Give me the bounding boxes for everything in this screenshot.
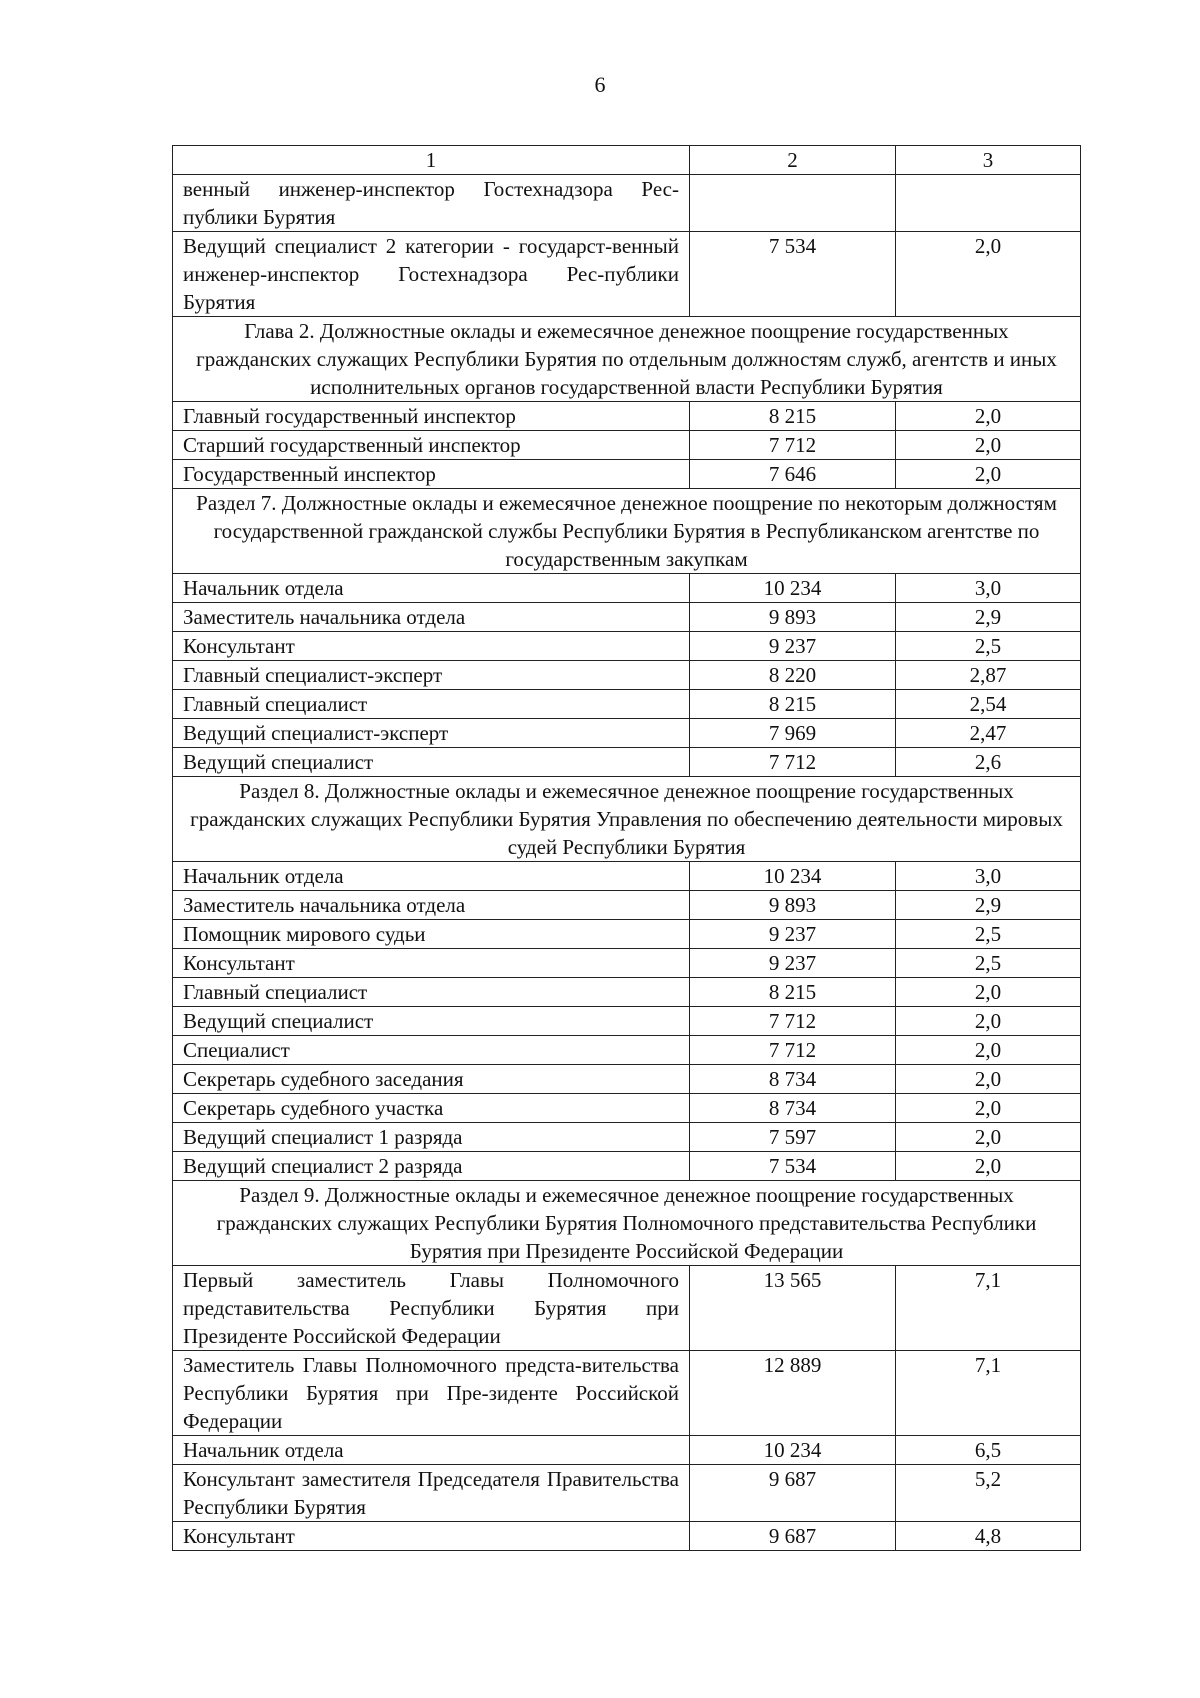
position-name: Старший государственный инспектор	[173, 431, 690, 460]
column-header-2: 2	[690, 146, 896, 175]
position-name: Ведущий специалист 1 разряда	[173, 1123, 690, 1152]
bonus-coefficient: 3,0	[896, 574, 1081, 603]
position-name: Консультант	[173, 1522, 690, 1551]
salary-value: 9 237	[690, 632, 896, 661]
section-heading-row	[173, 777, 1081, 862]
salary-value: 8 220	[690, 661, 896, 690]
bonus-coefficient: 2,0	[896, 978, 1081, 1007]
bonus-coefficient: 2,0	[896, 1065, 1081, 1094]
position-name: Государственный инспектор	[173, 460, 690, 489]
table-row	[173, 661, 1081, 690]
salary-value: 7 712	[690, 431, 896, 460]
section-heading-row	[173, 1181, 1081, 1266]
table-row	[173, 748, 1081, 777]
salary-value: 7 534	[690, 232, 896, 317]
table-row	[173, 719, 1081, 748]
column-header-1: 1	[173, 146, 690, 175]
salary-value: 7 712	[690, 748, 896, 777]
table-header-row	[173, 146, 1081, 175]
page-number: 6	[594, 72, 606, 97]
section-heading-row	[173, 317, 1081, 402]
bonus-coefficient: 7,1	[896, 1351, 1081, 1436]
table-row	[173, 920, 1081, 949]
salary-value: 9 893	[690, 891, 896, 920]
salary-value: 9 237	[690, 920, 896, 949]
salary-value: 10 234	[690, 574, 896, 603]
bonus-coefficient: 2,0	[896, 460, 1081, 489]
salary-value: 9 687	[690, 1522, 896, 1551]
position-name: Помощник мирового судьи	[173, 920, 690, 949]
salary-value: 7 646	[690, 460, 896, 489]
bonus-coefficient: 5,2	[896, 1465, 1081, 1522]
table-row	[173, 1007, 1081, 1036]
table-row	[173, 978, 1081, 1007]
bonus-coefficient: 2,0	[896, 1007, 1081, 1036]
position-name: Ведущий специалист 2 разряда	[173, 1152, 690, 1181]
position-name: венный инженер-инспектор Гостехнадзора Рес-публики Бурятия	[173, 175, 690, 232]
salary-value	[690, 175, 896, 232]
position-name: Секретарь судебного участка	[173, 1094, 690, 1123]
salary-value: 7 597	[690, 1123, 896, 1152]
salary-value: 10 234	[690, 1436, 896, 1465]
section-heading: Раздел 9. Должностные оклады и ежемесячное денежное поощрение государственных гражданских служащих Республики Бурятия Полномочного представительства Республики Бурятия при Президенте Российской Федерации	[173, 1181, 1081, 1266]
position-name: Ведущий специалист	[173, 748, 690, 777]
position-name: Консультант	[173, 632, 690, 661]
salary-table	[172, 145, 1081, 1551]
table-row	[173, 1465, 1081, 1522]
position-name: Консультант	[173, 949, 690, 978]
table-row	[173, 402, 1081, 431]
salary-value: 9 687	[690, 1465, 896, 1522]
bonus-coefficient: 7,1	[896, 1266, 1081, 1351]
table-row	[173, 431, 1081, 460]
table-row	[173, 690, 1081, 719]
salary-value: 12 889	[690, 1351, 896, 1436]
bonus-coefficient: 2,0	[896, 402, 1081, 431]
position-name: Заместитель начальника отдела	[173, 603, 690, 632]
bonus-coefficient: 2,5	[896, 632, 1081, 661]
position-name: Ведущий специалист-эксперт	[173, 719, 690, 748]
position-name: Главный специалист	[173, 978, 690, 1007]
table-row	[173, 1436, 1081, 1465]
table-row	[173, 1522, 1081, 1551]
salary-value: 8 215	[690, 978, 896, 1007]
table-row	[173, 1065, 1081, 1094]
salary-value: 8 734	[690, 1094, 896, 1123]
salary-value: 7 969	[690, 719, 896, 748]
table-row	[173, 1152, 1081, 1181]
bonus-coefficient: 2,9	[896, 891, 1081, 920]
bonus-coefficient: 2,9	[896, 603, 1081, 632]
position-name: Начальник отдела	[173, 862, 690, 891]
table-row	[173, 862, 1081, 891]
section-heading: Раздел 8. Должностные оклады и ежемесячное денежное поощрение государственных гражданских служащих Республики Бурятия Управления по обеспечению деятельности мировых судей Республики Бурятия	[173, 777, 1081, 862]
bonus-coefficient: 2,47	[896, 719, 1081, 748]
salary-value: 8 215	[690, 402, 896, 431]
bonus-coefficient: 2,0	[896, 1123, 1081, 1152]
salary-value: 9 237	[690, 949, 896, 978]
position-name: Начальник отдела	[173, 574, 690, 603]
table-row	[173, 460, 1081, 489]
table-row	[173, 1266, 1081, 1351]
table-row	[173, 1094, 1081, 1123]
position-name: Начальник отдела	[173, 1436, 690, 1465]
salary-value: 7 712	[690, 1007, 896, 1036]
bonus-coefficient: 2,0	[896, 1036, 1081, 1065]
bonus-coefficient: 2,6	[896, 748, 1081, 777]
salary-value: 9 893	[690, 603, 896, 632]
salary-value: 8 215	[690, 690, 896, 719]
table-row	[173, 175, 1081, 232]
table-row	[173, 603, 1081, 632]
position-name: Заместитель Главы Полномочного предста-вительства Республики Бурятия при Пре-зиденте Российской Федерации	[173, 1351, 690, 1436]
bonus-coefficient: 2,0	[896, 1094, 1081, 1123]
position-name: Ведущий специалист	[173, 1007, 690, 1036]
table-row	[173, 949, 1081, 978]
salary-value: 8 734	[690, 1065, 896, 1094]
position-name: Секретарь судебного заседания	[173, 1065, 690, 1094]
position-name: Заместитель начальника отдела	[173, 891, 690, 920]
bonus-coefficient: 2,54	[896, 690, 1081, 719]
bonus-coefficient: 2,0	[896, 1152, 1081, 1181]
bonus-coefficient: 2,0	[896, 431, 1081, 460]
position-name: Ведущий специалист 2 категории - государст-венный инженер-инспектор Гостехнадзора Рес-публики Бурятия	[173, 232, 690, 317]
section-heading: Раздел 7. Должностные оклады и ежемесячное денежное поощрение по некоторым должностям государственной гражданской службы Республики Бурятия в Республиканском агентстве по государственным закупкам	[173, 489, 1081, 574]
table-row	[173, 1123, 1081, 1152]
salary-value: 10 234	[690, 862, 896, 891]
table-row	[173, 1036, 1081, 1065]
salary-value: 7 712	[690, 1036, 896, 1065]
position-name: Главный специалист	[173, 690, 690, 719]
table-row	[173, 632, 1081, 661]
position-name: Консультант заместителя Председателя Правительства Республики Бурятия	[173, 1465, 690, 1522]
bonus-coefficient: 2,5	[896, 949, 1081, 978]
position-name: Специалист	[173, 1036, 690, 1065]
salary-value: 7 534	[690, 1152, 896, 1181]
bonus-coefficient: 2,0	[896, 232, 1081, 317]
salary-value: 13 565	[690, 1266, 896, 1351]
table-row	[173, 232, 1081, 317]
table-row	[173, 891, 1081, 920]
bonus-coefficient: 2,5	[896, 920, 1081, 949]
column-header-3: 3	[896, 146, 1081, 175]
position-name: Главный специалист-эксперт	[173, 661, 690, 690]
bonus-coefficient	[896, 175, 1081, 232]
table-row	[173, 574, 1081, 603]
position-name: Главный государственный инспектор	[173, 402, 690, 431]
bonus-coefficient: 2,87	[896, 661, 1081, 690]
bonus-coefficient: 4,8	[896, 1522, 1081, 1551]
bonus-coefficient: 3,0	[896, 862, 1081, 891]
section-heading: Глава 2. Должностные оклады и ежемесячное денежное поощрение государственных гражданских служащих Республики Бурятия по отдельным должностям служб, агентств и иных исполнительных органов государственной власти Республики Бурятия	[173, 317, 1081, 402]
section-heading-row	[173, 489, 1081, 574]
bonus-coefficient: 6,5	[896, 1436, 1081, 1465]
table-row	[173, 1351, 1081, 1436]
position-name: Первый заместитель Главы Полномочного представительства Республики Бурятия при Президенте Российской Федерации	[173, 1266, 690, 1351]
